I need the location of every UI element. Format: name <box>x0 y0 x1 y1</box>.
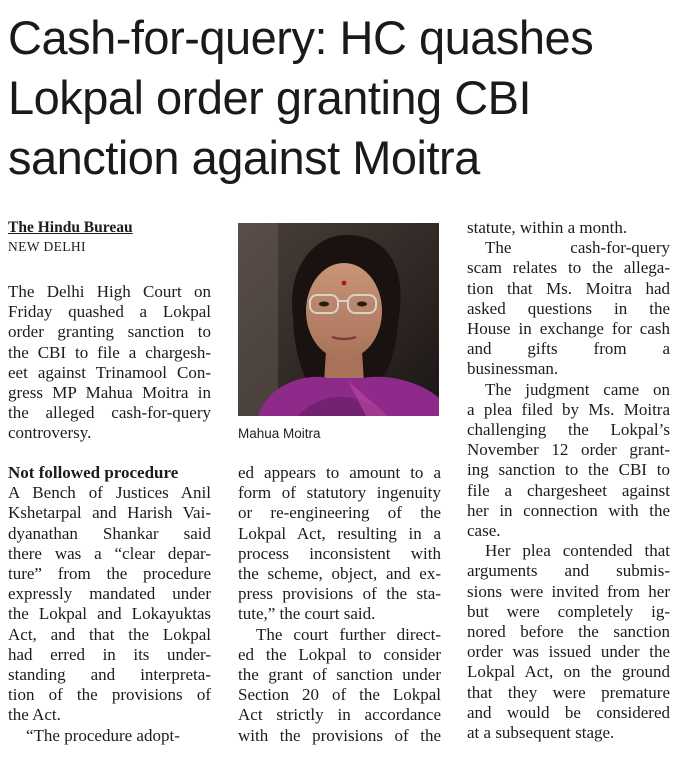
text-line: statute, within a month. <box>467 218 628 237</box>
quote-paragraph <box>8 726 211 746</box>
text-line: order granting sanction to <box>8 322 211 342</box>
text-line: ture” from the procedure <box>8 564 211 584</box>
text-line: arguments and submis- <box>467 561 670 581</box>
photo-caption: Mahua Moitra <box>238 426 321 441</box>
text-line: process inconsistent with <box>238 543 441 563</box>
text-line: November 12 order grant- <box>467 440 670 460</box>
text-line: asked questions in the <box>467 298 670 318</box>
text-line: a plea filed by Ms. Moitra <box>467 399 670 419</box>
text-line: form of statutory ingenuity <box>238 483 441 503</box>
column-3 <box>467 218 670 743</box>
text-line: the scheme, object, and ex- <box>238 564 441 584</box>
text-line: expressly mandated under <box>8 584 211 604</box>
text-line: eet against Trinamool Con- <box>8 362 211 382</box>
column-1-lower <box>8 463 211 746</box>
text-line: there was a “clear depar- <box>8 543 211 563</box>
text-line: Lokpal Act, resulting in a <box>238 523 441 543</box>
text-line: challenging the Lokpal’s <box>467 420 670 440</box>
text-line: the Lokpal and Lokayuktas <box>8 604 211 624</box>
headline <box>8 8 672 188</box>
text-line: with the provisions of the <box>238 725 441 745</box>
headline-line: Lokpal order granting CBI <box>8 71 532 124</box>
body-paragraph <box>467 218 670 238</box>
body-paragraph <box>467 380 670 542</box>
text-line: at a subsequent stage. <box>467 723 615 743</box>
text-line: file a chargesheet against <box>467 480 670 500</box>
text-line: Act, and that the Lokpal <box>8 624 211 644</box>
text-line: tion of the provisions of <box>8 685 211 705</box>
text-line: House in exchange for cash <box>467 319 670 339</box>
text-line: A Bench of Justices Anil <box>8 483 211 503</box>
text-line: standing and interpreta- <box>8 665 211 685</box>
text-line: the grant of sanction under <box>238 665 441 685</box>
text-line: Her plea contended that <box>485 541 670 561</box>
text-line: Kshetarpal and Harish Vai- <box>8 503 211 523</box>
subheading: Not followed procedure <box>8 463 179 482</box>
text-line: The judgment came on <box>485 379 670 399</box>
text-line: the Act. <box>8 705 61 725</box>
text-line: dyanathan Shankar said <box>8 523 211 543</box>
headline-line: sanction against Moitra <box>8 131 480 184</box>
text-line: the alleged cash-for-query <box>8 403 211 423</box>
intro-paragraph <box>8 282 211 444</box>
text-line: “The procedure adopt- <box>26 725 180 745</box>
text-line: tute,” the court said. <box>238 604 376 624</box>
text-line: that they were premature <box>467 682 670 702</box>
text-line: ing sanction to the CBI to <box>467 460 670 480</box>
dateline: NEW DELHI <box>8 239 86 254</box>
text-line: Lokpal Act, on the ground <box>467 662 670 682</box>
text-line: The Delhi High Court on <box>8 282 211 301</box>
text-line: ed the Lokpal to consider <box>238 644 441 664</box>
text-line: but were completely ig- <box>467 601 670 621</box>
text-line: tion that Ms. Moitra had <box>467 278 670 298</box>
text-line: ed appears to amount to a <box>238 463 441 482</box>
body-paragraph <box>467 238 670 379</box>
body-paragraph <box>238 463 441 625</box>
text-line: nored before the sanction <box>467 622 670 642</box>
text-line: and gifts from a <box>467 339 670 359</box>
text-line: The court further direct- <box>256 624 441 644</box>
byline: The Hindu Bureau <box>8 219 133 236</box>
text-line: or re-engineering of the <box>238 503 441 523</box>
portrait-photo <box>238 223 439 416</box>
text-line: press provisions of the sta- <box>238 584 441 604</box>
text-line: Friday quashed a Lokpal <box>8 302 211 322</box>
text-line: her in connection with the <box>467 500 670 520</box>
text-line: order was issued under the <box>467 642 670 662</box>
text-line: the CBI to file a chargesh- <box>8 342 211 362</box>
body-paragraph <box>467 541 670 743</box>
body-paragraph <box>8 483 211 725</box>
column-1 <box>8 282 211 444</box>
text-line: and would be considered <box>467 702 670 722</box>
text-line: Section 20 of the Lokpal <box>238 685 441 705</box>
headline-line: Cash-for-query: HC quashes <box>8 11 594 64</box>
text-line: controversy. <box>8 423 92 443</box>
text-line: had erred in its under- <box>8 644 211 664</box>
portrait-illustration <box>238 223 439 416</box>
text-line: businessman. <box>467 359 559 379</box>
column-2 <box>238 463 441 746</box>
text-line: case. <box>467 521 501 541</box>
text-line: Act strictly in accordance <box>238 705 441 725</box>
body-paragraph <box>238 625 441 746</box>
text-line: sions were invited from her <box>467 581 670 601</box>
text-line: scam relates to the allega- <box>467 258 670 278</box>
text-line: The cash-for-query <box>485 238 670 258</box>
text-line: gress MP Mahua Moitra in <box>8 383 211 403</box>
